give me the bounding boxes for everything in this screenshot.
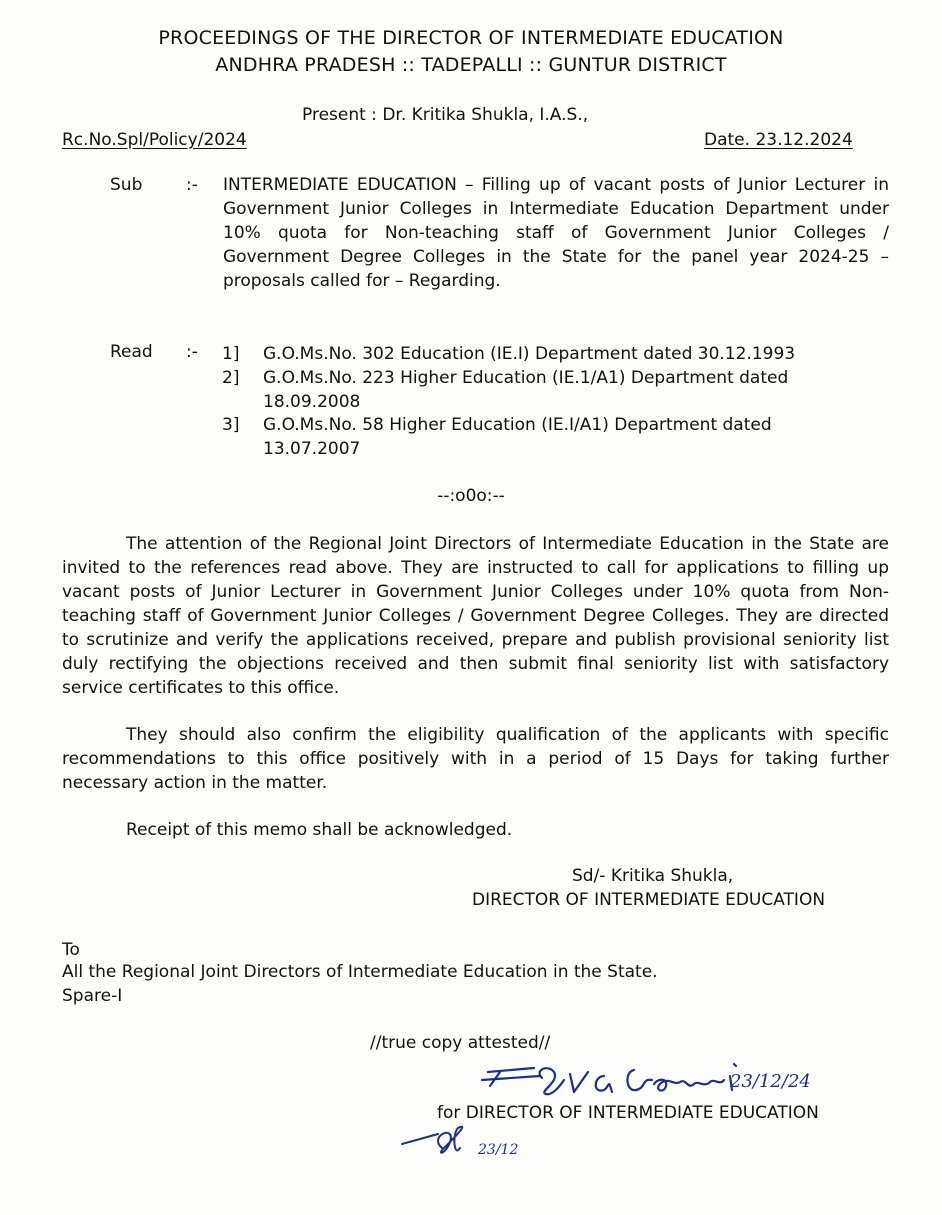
to-label: To bbox=[62, 940, 80, 960]
reference-item-1: G.O.Ms.No. 302 Education (IE.I) Department dated 30.12.1993 bbox=[263, 344, 796, 364]
spare-copy-line: Spare-I bbox=[62, 986, 123, 1006]
reference-item-2: G.O.Ms.No. 223 Higher Education (IE.1/A1) Department dated 18.09.2008 bbox=[263, 368, 789, 412]
document-date: Date. 23.12.2024 bbox=[704, 130, 853, 150]
read-separator: :- bbox=[186, 342, 198, 362]
reference-number-2: 2] bbox=[222, 368, 240, 388]
present-line: Present : Dr. Kritika Shukla, I.A.S., bbox=[302, 105, 589, 125]
signature-line: Sd/- Kritika Shukla, bbox=[572, 866, 734, 886]
body-paragraph-2: They should also confirm the eligibility qualification of the applicants with specific recommendations to this office positively with in a period of 15 Days for taking further necessary action in the matter. bbox=[62, 725, 889, 793]
reference-number-1: 1] bbox=[222, 344, 240, 364]
reference-item-3: G.O.Ms.No. 58 Higher Education (IE.I/A1) Department dated 13.07.2007 bbox=[263, 415, 772, 459]
body-paragraph-1: The attention of the Regional Joint Directors of Intermediate Education in the State are invited to the references read above. They are instructed to call for applications to filling up vacant posts of Junior Lecturer in Government Junior Colleges under 10% quota from Non-teaching staff of Government Junior Colleges / Government Degree Colleges. They are directed to scrutinize and verify the applications received, prepare and publish provisional seniority list duly rectifying the objections received and then submit final seniority list with satisfactory service certificates to this office. bbox=[62, 534, 889, 698]
reference-number-3: 3] bbox=[222, 415, 240, 435]
header-line-1: PROCEEDINGS OF THE DIRECTOR OF INTERMEDIATE EDUCATION bbox=[158, 27, 784, 49]
for-director-line: for DIRECTOR OF INTERMEDIATE EDUCATION bbox=[437, 1103, 819, 1123]
initials-date: 23/12 bbox=[478, 1142, 519, 1158]
true-copy-attested: //true copy attested// bbox=[370, 1033, 551, 1053]
signatory-title: DIRECTOR OF INTERMEDIATE EDUCATION bbox=[472, 890, 826, 910]
handwritten-date: 23/12/24 bbox=[730, 1071, 811, 1092]
read-label: Read bbox=[110, 342, 153, 362]
subject-text: INTERMEDIATE EDUCATION – Filling up of vacant posts of Junior Lecturer in Government Junior Colleges in Intermediate Education Department under 10% quota for Non-teaching staff of Government Junior Colleges / Government Degree Colleges in the State for the panel year 2024-25 – proposals called for – Regarding. bbox=[223, 175, 889, 291]
header-line-2: ANDHRA PRADESH :: TADEPALLI :: GUNTUR DISTRICT bbox=[215, 54, 727, 76]
recipients-line: All the Regional Joint Directors of Intermediate Education in the State. bbox=[62, 962, 658, 982]
section-separator: --:o0o:-- bbox=[437, 486, 505, 506]
reference-number: Rc.No.Spl/Policy/2024 bbox=[62, 130, 247, 150]
subject-label: Sub bbox=[110, 175, 143, 195]
subject-separator: :- bbox=[186, 175, 198, 195]
acknowledgement-line: Receipt of this memo shall be acknowledged. bbox=[126, 820, 513, 840]
